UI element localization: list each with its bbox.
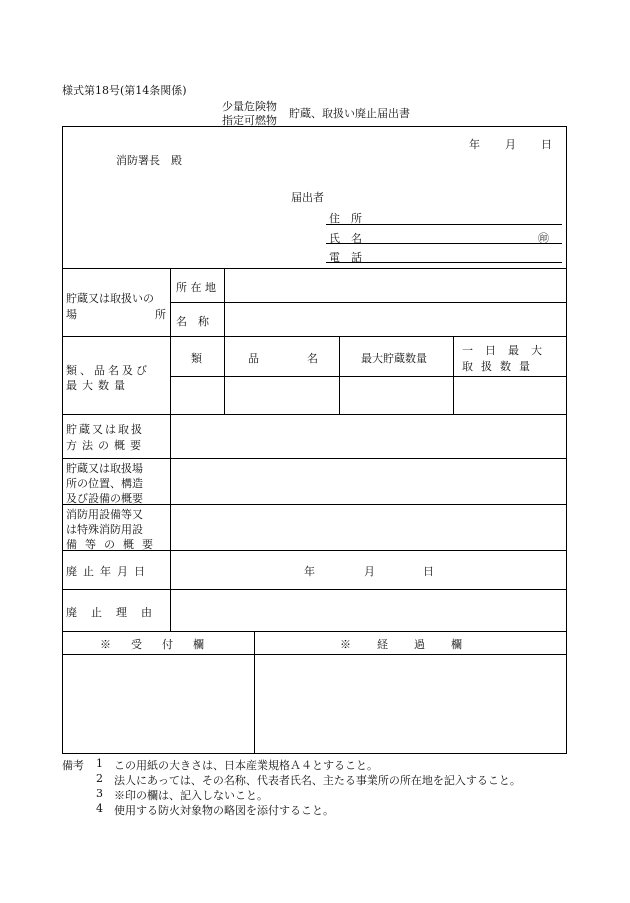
- col-divider-storage: [453, 336, 454, 414]
- note-number: 1: [96, 757, 103, 770]
- divider-date: [62, 589, 567, 590]
- location-group-label-2a: 場: [66, 308, 77, 321]
- col-header-max-storage: 最大貯蔵数量: [361, 352, 427, 365]
- notice-date-day: 日: [541, 138, 552, 151]
- note-text: 使用する防火対象物の略図を添付すること。: [114, 804, 334, 817]
- facility-label-3: 及び設備の概要: [66, 492, 143, 505]
- notice-date-month: 月: [505, 138, 516, 151]
- method-label-1: 貯蔵又は取扱: [66, 423, 144, 436]
- divider-notice: [62, 268, 567, 269]
- note-number: 2: [96, 772, 103, 785]
- form-title: 貯蔵、取扱い廃止届出書: [289, 107, 410, 120]
- divider-remarks-header: [62, 654, 567, 655]
- note-text: この用紙の大きさは、日本産業規格Ａ４とすること。: [114, 759, 378, 772]
- location-group-label-2b: 所: [155, 308, 166, 321]
- note-number: 4: [96, 802, 103, 815]
- title-prefix-2: 指定可燃物: [222, 114, 277, 127]
- notice-date-year: 年: [469, 138, 480, 151]
- seal-mark: ㊞: [538, 232, 549, 245]
- abolish-date-month: 月: [364, 565, 375, 578]
- location-group-label-1: 貯蔵又は取扱いの: [66, 292, 154, 305]
- phone-line: [326, 262, 562, 263]
- divider-reason: [62, 631, 567, 632]
- label-column-divider: [170, 268, 171, 631]
- name-line: [326, 243, 562, 244]
- category-label-1: 類、品名及び: [66, 364, 150, 377]
- method-label-2: 方法の概要: [66, 439, 146, 452]
- divider-category: [62, 414, 567, 415]
- reception-header: ※受付欄: [100, 638, 224, 651]
- name-label: 氏 名: [329, 232, 362, 245]
- divider-method: [62, 458, 567, 459]
- title-prefix-1: 少量危険物: [222, 100, 277, 113]
- fire-equipment-label-2: は特殊消防用設: [66, 523, 143, 536]
- note-text: 法人にあっては、その名称、代表者氏名、主たる事業所の所在地を記入すること。: [114, 774, 521, 787]
- col-header-daily-2: 取扱数量: [462, 360, 538, 373]
- notes-heading: 備考: [62, 759, 84, 772]
- fire-equipment-label-1: 消防用設備等又: [66, 508, 143, 521]
- location-sublabel-divider: [224, 268, 225, 336]
- facility-label-1: 貯蔵又は取扱場: [66, 462, 143, 475]
- col-divider-item: [339, 336, 340, 414]
- applicant-label: 届出者: [291, 191, 324, 204]
- note-number: 3: [96, 787, 103, 800]
- address-line: [326, 224, 562, 225]
- abolish-date-day: 日: [423, 565, 434, 578]
- col-header-item-2: 名: [307, 352, 318, 365]
- abolish-date-year: 年: [304, 565, 315, 578]
- address-label: 住 所: [329, 212, 362, 225]
- col-divider-class: [224, 336, 225, 414]
- col-header-class: 類: [191, 352, 202, 365]
- fire-equipment-label-3: 備等の概要: [66, 538, 161, 551]
- remarks-divider: [254, 631, 255, 754]
- location-group-label-2: [66, 306, 166, 322]
- form-number: 様式第18号(第14条関係): [62, 84, 187, 97]
- divider-location: [62, 336, 567, 337]
- abolish-date-label: 廃止年月日: [66, 565, 151, 578]
- facility-label-2: 所の位置、構造: [66, 477, 143, 490]
- divider-location-inner: [170, 302, 567, 303]
- progress-header: ※経過欄: [340, 638, 488, 651]
- col-header-daily-1: 一日最大: [462, 344, 554, 357]
- abolish-reason-label: 廃止理由: [66, 606, 166, 619]
- divider-category-header: [170, 376, 567, 377]
- address-field-label: 所 在 地: [176, 281, 216, 294]
- note-text: ※印の欄は、記入しないこと。: [114, 789, 268, 802]
- col-header-item-1: 品: [248, 352, 259, 365]
- category-label-2: 最大数量: [66, 379, 130, 392]
- addressee: 消防署長 殿: [116, 154, 182, 167]
- name-field-label: 名 称: [176, 315, 209, 328]
- phone-label: 電 話: [329, 251, 362, 264]
